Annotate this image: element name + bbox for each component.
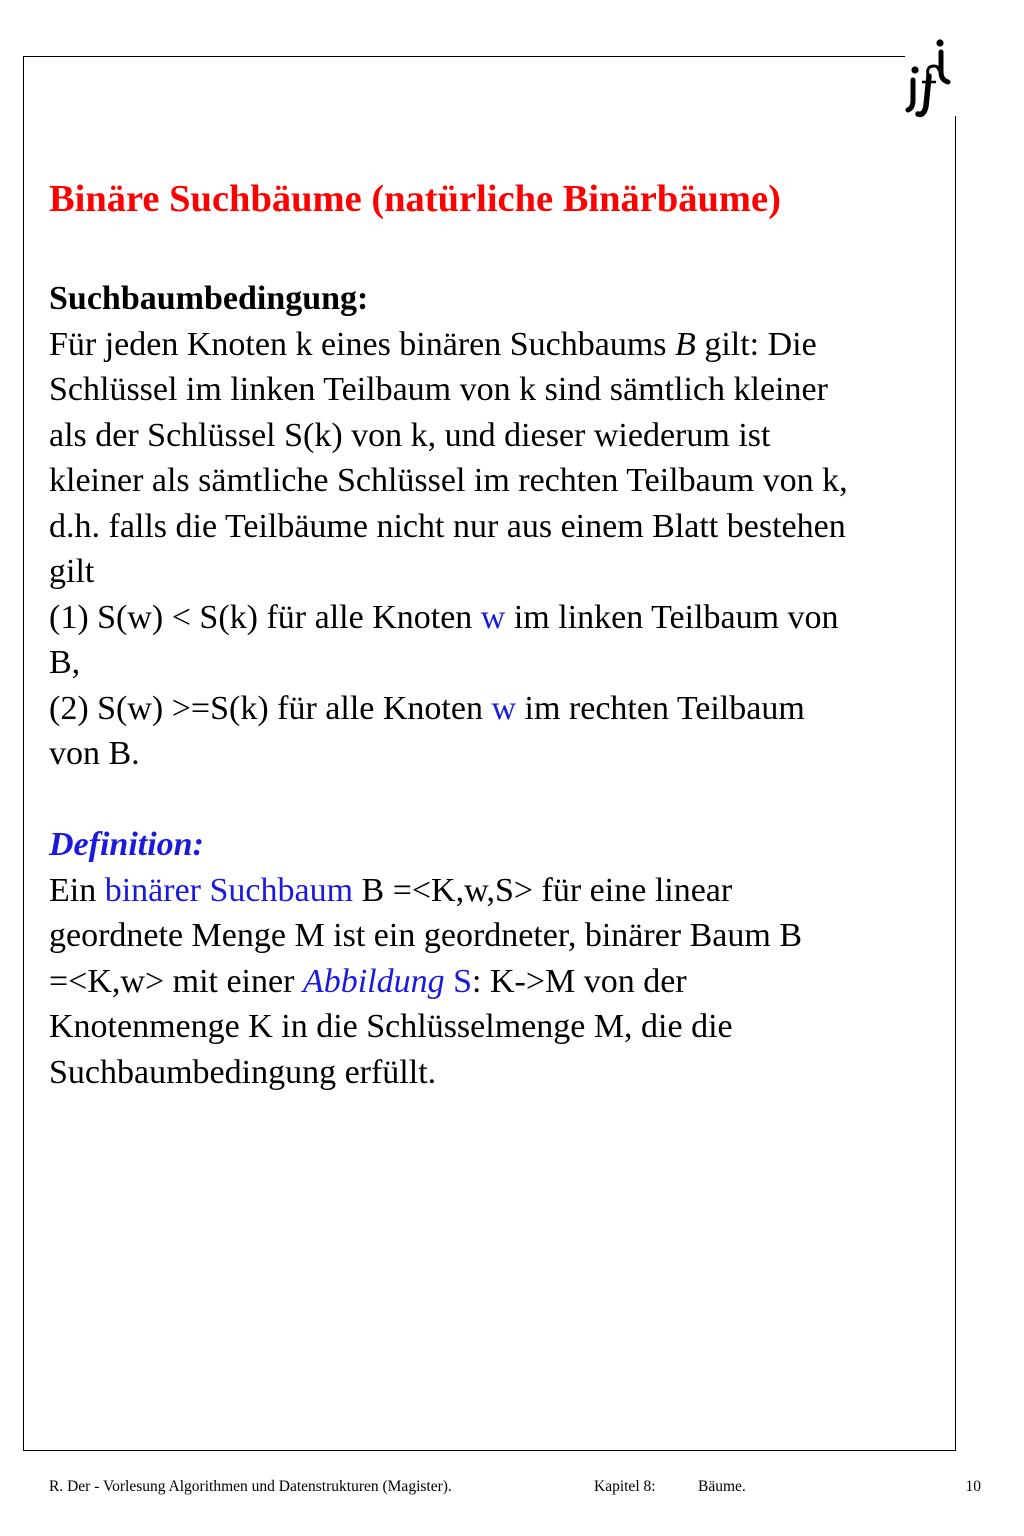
definition-line-3: =<K,w> mit einer Abbildung S: K->M von der xyxy=(49,962,687,1000)
definition-line-1: Ein binärer Suchbaum B =<K,w,S> für eine linear xyxy=(49,871,733,909)
slide-frame-top xyxy=(23,56,905,57)
slide-title: Binäre Suchbäume (natürliche Binärbäume) xyxy=(49,178,781,220)
condition-text xyxy=(49,322,949,777)
condition-line-4: kleiner als sämtliche Schlüssel im rechten Teilbaum von k, xyxy=(49,462,848,499)
condition-rule-1: (1) S(w) < S(k) für alle Knoten w im linken Teilbaum von xyxy=(49,598,839,636)
condition-line-6: gilt xyxy=(49,553,95,590)
slide-footer xyxy=(49,1477,981,1497)
slide-frame-right xyxy=(955,116,956,1451)
condition-line-5: d.h. falls die Teilbäume nicht nur aus einem Blatt bestehen xyxy=(49,507,846,545)
page-number: 10 xyxy=(965,1478,981,1495)
slide-frame-left xyxy=(23,56,24,1451)
condition-line-10: von B. xyxy=(49,735,140,772)
footer-lecture: R. Der - Vorlesung Algorithmen und Datenstrukturen (Magister). xyxy=(49,1478,452,1495)
footer-topic: Bäume. xyxy=(698,1478,746,1495)
slide-frame-bottom xyxy=(23,1450,956,1451)
condition-rule-2: (2) S(w) >=S(k) für alle Knoten w im rechten Teilbaum xyxy=(49,689,805,727)
definition-line-2: geordnete Menge M ist ein geordneter, binärer Baum B xyxy=(49,917,803,954)
definition-line-5: Suchbaumbedingung erfüllt. xyxy=(49,1053,437,1091)
condition-heading: Suchbaumbedingung: xyxy=(49,280,369,317)
condition-line-1: Für jeden Knoten k eines binären Suchbaums B gilt: Die xyxy=(49,325,817,363)
footer-chapter: Kapitel 8: xyxy=(594,1478,656,1495)
definition-text xyxy=(49,868,949,1096)
condition-line-2: Schlüssel im linken Teilbaum von k sind sämtlich kleiner xyxy=(49,371,828,408)
ifi-logo-icon xyxy=(900,36,960,118)
definition-line-4: Knotenmenge K in die Schlüsselmenge M, die die xyxy=(49,1008,733,1045)
condition-line-3: als der Schlüssel S(k) von k, und dieser wiederum ist xyxy=(49,416,771,454)
definition-heading: Definition: xyxy=(49,826,204,863)
condition-line-8: B, xyxy=(49,644,81,681)
slide-content xyxy=(49,170,949,1095)
